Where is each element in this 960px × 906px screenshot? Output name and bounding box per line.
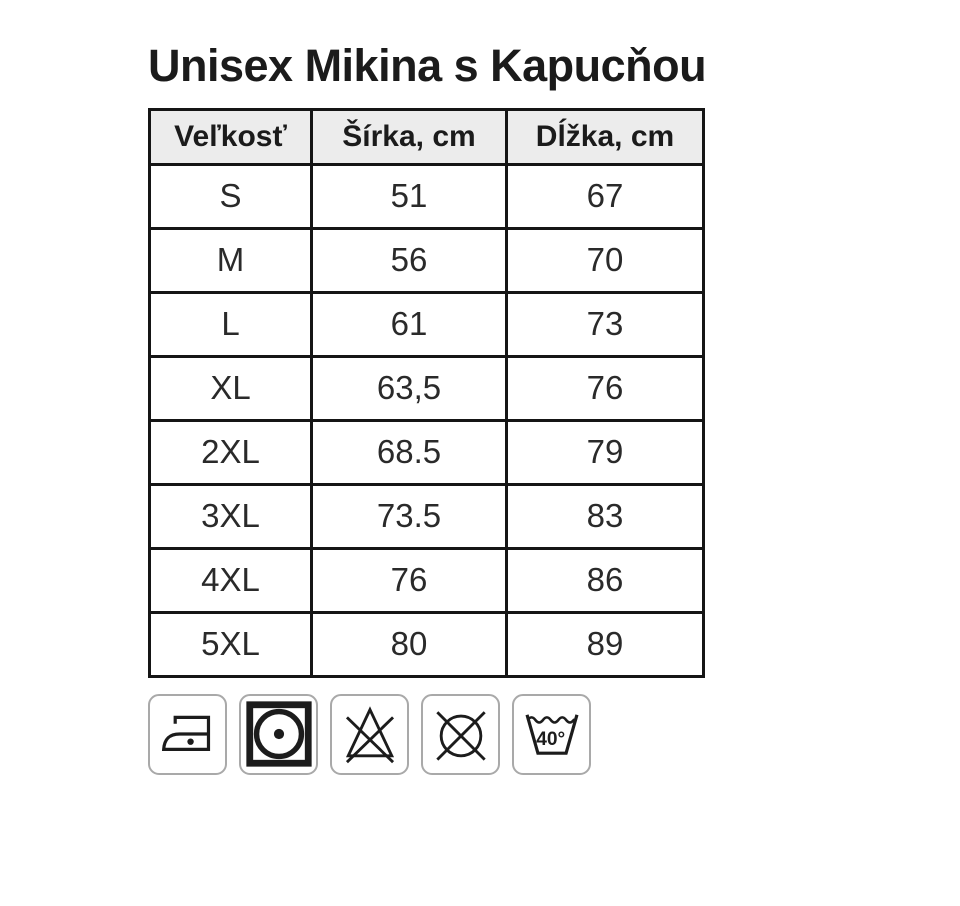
- length-cell: 67: [507, 164, 704, 228]
- length-cell: 70: [507, 228, 704, 292]
- care-instructions-row: [148, 694, 960, 775]
- size-cell: 4XL: [150, 548, 312, 612]
- length-cell: 76: [507, 356, 704, 420]
- size-cell: 2XL: [150, 420, 312, 484]
- table-header-row: [150, 109, 704, 164]
- size-cell: S: [150, 164, 312, 228]
- tumble-dry-icon: [239, 694, 318, 775]
- width-cell: 68.5: [312, 420, 507, 484]
- size-cell: M: [150, 228, 312, 292]
- width-cell: 73.5: [312, 484, 507, 548]
- width-cell: 56: [312, 228, 507, 292]
- width-cell: 63,5: [312, 356, 507, 420]
- header-width: Šírka, cm: [312, 109, 507, 164]
- iron-low-temperature-icon: [148, 694, 227, 775]
- table-row: [150, 484, 704, 548]
- size-chart-table: [148, 108, 705, 678]
- length-cell: 89: [507, 612, 704, 676]
- do-not-dry-clean-icon: [421, 694, 500, 775]
- table-row: [150, 420, 704, 484]
- table-row: [150, 548, 704, 612]
- table-row: [150, 228, 704, 292]
- wash-temperature-label: 40°: [535, 729, 565, 751]
- width-cell: 51: [312, 164, 507, 228]
- size-cell: 3XL: [150, 484, 312, 548]
- length-cell: 73: [507, 292, 704, 356]
- header-length: Dĺžka, cm: [507, 109, 704, 164]
- length-cell: 86: [507, 548, 704, 612]
- table-row: [150, 164, 704, 228]
- table-row: [150, 292, 704, 356]
- do-not-bleach-icon: [330, 694, 409, 775]
- header-size: Veľkosť: [150, 109, 312, 164]
- machine-wash-40-icon: [512, 694, 591, 775]
- table-row: [150, 612, 704, 676]
- width-cell: 61: [312, 292, 507, 356]
- width-cell: 80: [312, 612, 507, 676]
- length-cell: 83: [507, 484, 704, 548]
- size-cell: XL: [150, 356, 312, 420]
- size-cell: 5XL: [150, 612, 312, 676]
- width-cell: 76: [312, 548, 507, 612]
- page-title: Unisex Mikina s Kapucňou: [148, 40, 707, 91]
- table-row: [150, 356, 704, 420]
- size-cell: L: [150, 292, 312, 356]
- length-cell: 79: [507, 420, 704, 484]
